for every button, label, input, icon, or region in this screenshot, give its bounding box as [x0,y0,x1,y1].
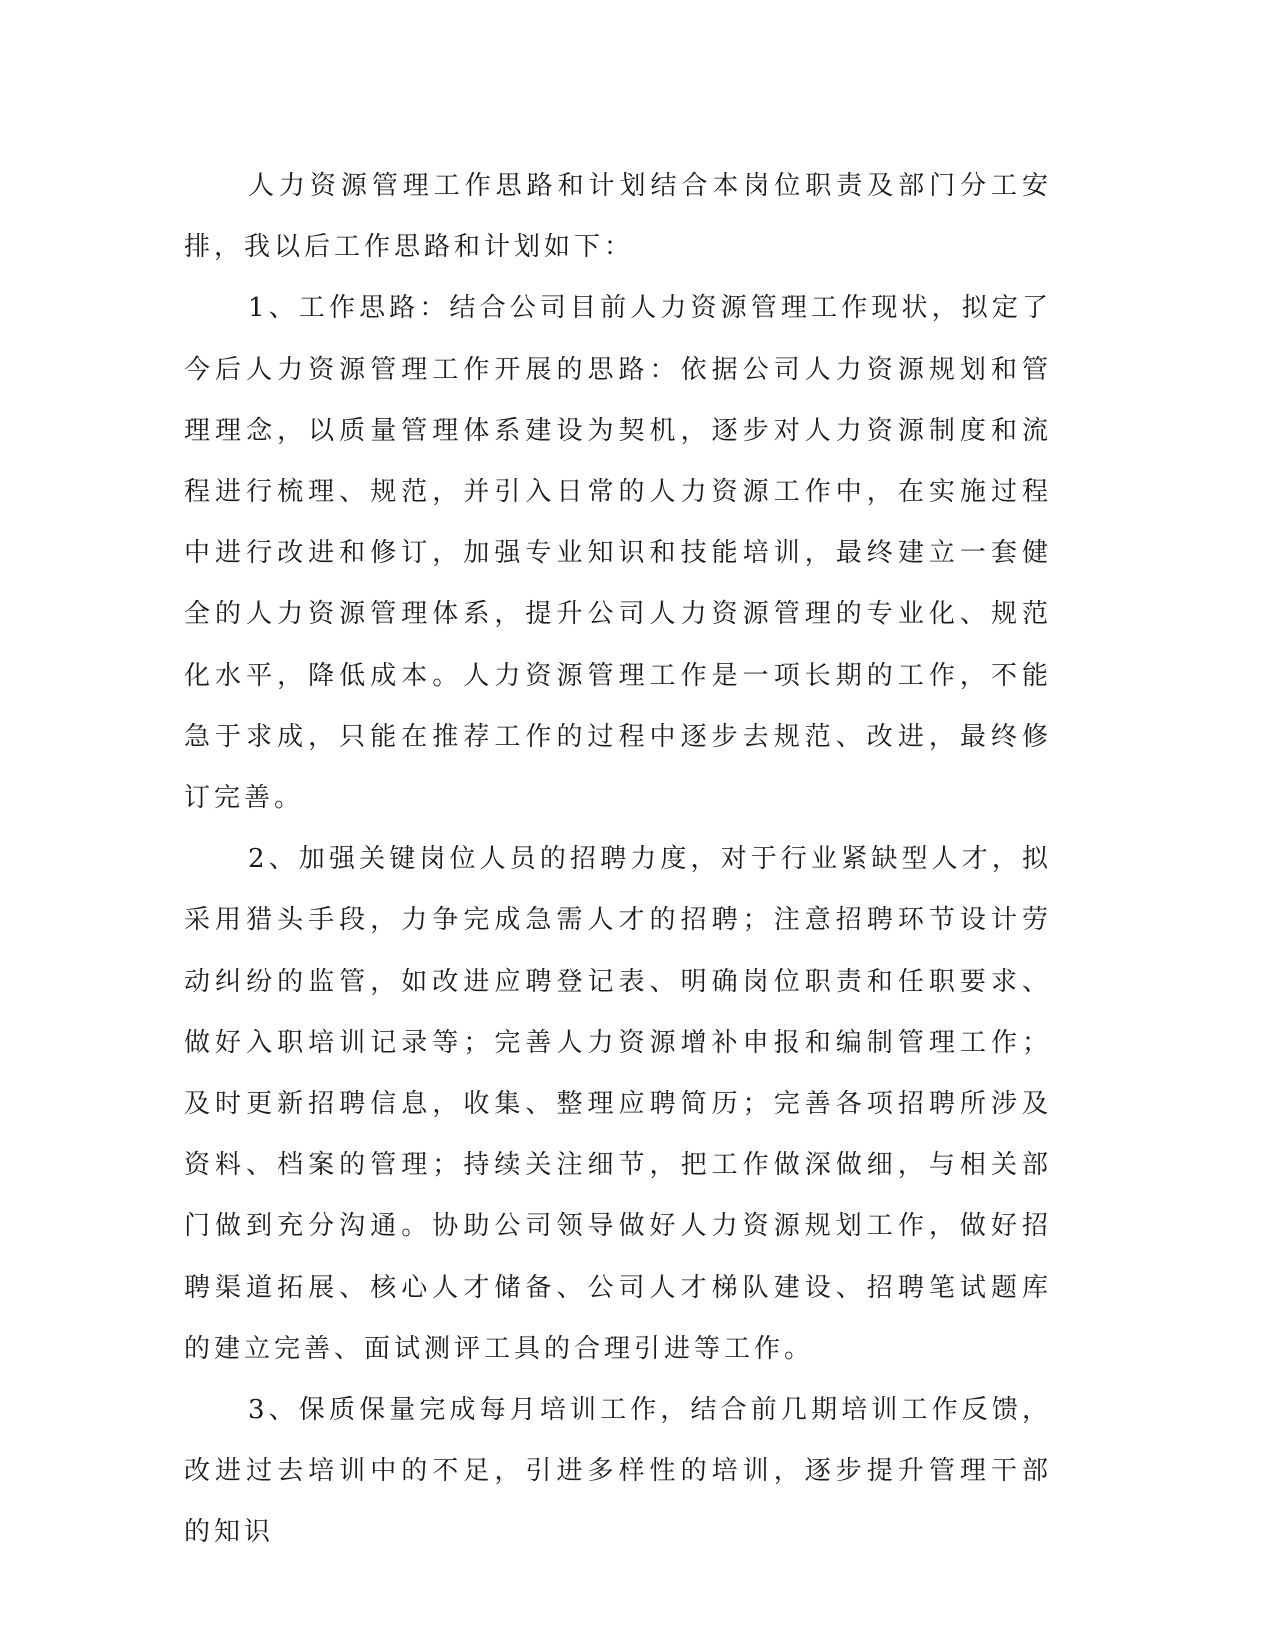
document-body [184,156,1052,1564]
paragraph-recruitment: 2、加强关键岗位人员的招聘力度，对于行业紧缺型人才，拟采用猎头手段，力争完成急需人才的招聘；注意招聘环节设计劳动纠纷的监管，如改进应聘登记表、明确岗位职责和任职要求、做好入职培训记录等；完善人力资源增补申报和编制管理工作；及时更新招聘信息，收集、整理应聘简历；完善各项招聘所涉及资料、档案的管理；持续关注细节，把工作做深做细，与相关部门做到充分沟通。协助公司领导做好人力资源规划工作，做好招聘渠道拓展、核心人才储备、公司人才梯队建设、招聘笔试题库的建立完善、面试测评工具的合理引进等工作。 [184,844,1052,1364]
paragraph-work-approach: 1、工作思路：结合公司目前人力资源管理工作现状，拟定了今后人力资源管理工作开展的思路：依据公司人力资源规划和管理理念，以质量管理体系建设为契机，逐步对人力资源制度和流程进行梳理、规范，并引入日常的人力资源工作中，在实施过程中进行改进和修订，加强专业知识和技能培训，最终建立一套健全的人力资源管理体系，提升公司人力资源管理的专业化、规范化水平，降低成本。人力资源管理工作是一项长期的工作，不能急于求成，只能在推荐工作的过程中逐步去规范、改进，最终修订完善。 [184,293,1052,814]
paragraph-intro: 人力资源管理工作思路和计划结合本岗位职责及部门分工安排，我以后工作思路和计划如下： [184,171,1052,263]
paragraph-training: 3、保质保量完成每月培训工作，结合前几期培训工作反馈，改进过去培训中的不足，引进多样性的培训，逐步提升管理干部的知识 [184,1395,1052,1548]
